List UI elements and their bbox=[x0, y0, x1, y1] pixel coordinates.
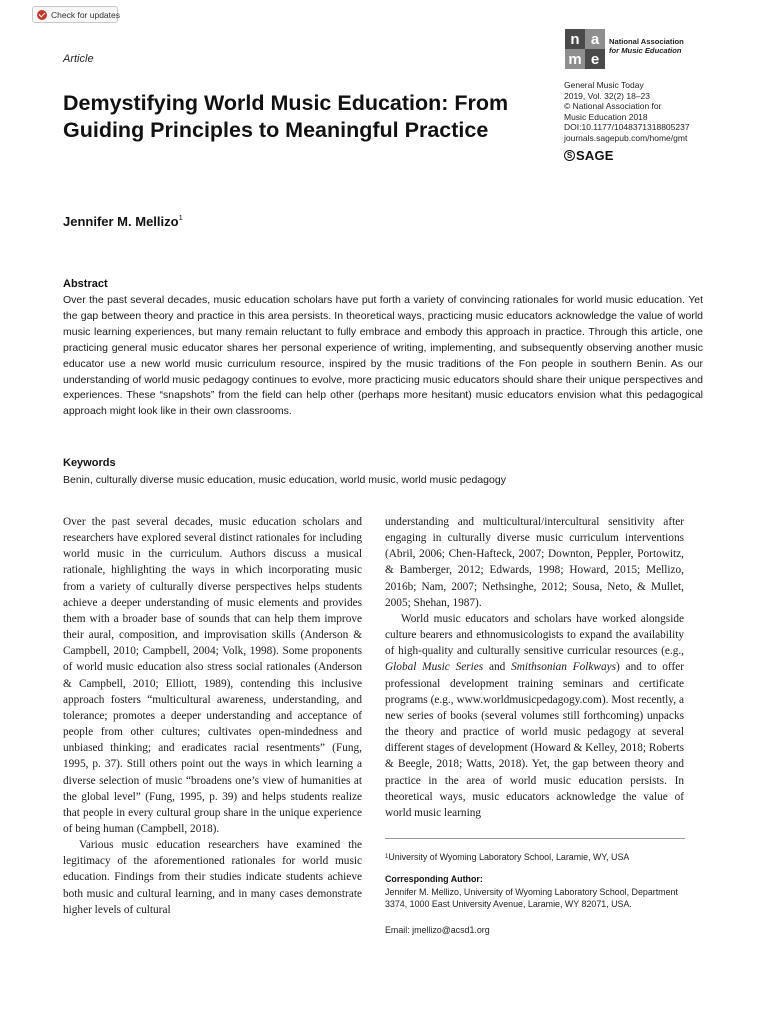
body-text: ) and to offer professional development training seminars and certificate programs (e.g., www.worldmusicpedagogy.com). Most recently, a new series of books (several volumes still forthcoming) unpacks the theory and practice of world music pedagogy at several different stages of development (Howard & Kelley, 2018; Roberts & Beegle, 2018; Watts, 2018). Yet, the gap between theory and practice in the area of world music education persists. In theoretical ways, music educators acknowledge the value of world music learning bbox=[385, 661, 685, 819]
journal-volume: 2019, Vol. 32(2) 18–23 bbox=[564, 90, 651, 101]
journal-url[interactable]: journals.sagepub.com/home/gmt bbox=[564, 132, 688, 143]
body-left-column bbox=[63, 514, 362, 918]
footnote-affiliation-text: University of Wyoming Laboratory School, Laramie, WY, USA bbox=[388, 852, 630, 862]
logo-org-line1: National Association bbox=[609, 37, 684, 46]
author bbox=[63, 214, 183, 229]
check-for-updates-label: Check for updates bbox=[51, 9, 120, 20]
sage-logo bbox=[564, 148, 614, 163]
keywords-heading: Keywords bbox=[63, 457, 116, 469]
check-for-updates-button[interactable] bbox=[32, 6, 118, 23]
body-paragraph: Over the past several decades, music education scholars and researchers have explored several distinct rationales for including world music in the curriculum. Authors discuss a musical rationale, highlighting the ways in which incorporating music from a variety of culturally diverse perspectives helps students achieve a deeper understanding of music elements and provides them with a broader base of sounds that can help them improve their aural, composition, and improvisation skills (Anderson & Campbell, 2010; Campbell, 2004; Volk, 1998). Some proponents of world music education also stress social rationales (Anderson & Campbell, 2010; Elliott, 1989), contending this inclusive approach fosters “multicultural awareness, understanding, and tolerance; promotes a deeper understanding and acceptance of people from other cultures; cultivates open-mindedness and unbiased thinking; and eradicates racial resentments” (Fung, 1995, p. 37). Still others point out the ways in which learning a diverse selection of music “broadens one’s view of humanities at the global level” (Fung, 1995, p. 39) and helps students realize that people in every cultural group share in the unique experience of being human (Campbell, 2018). bbox=[63, 516, 362, 835]
author-affiliation-marker: 1 bbox=[178, 213, 183, 222]
logo-letter-m: m bbox=[565, 49, 585, 69]
article-title: Demystifying World Music Education: From Guiding Principles to Meaningful Practice bbox=[63, 91, 509, 142]
article-type: Article bbox=[63, 53, 94, 65]
corresponding-author-text: Jennifer M. Mellizo, University of Wyoming Laboratory School, Department 3374, 1000 East University Avenue, Laramie, WY 82071, USA. bbox=[385, 887, 678, 910]
footnote-affiliation bbox=[385, 851, 690, 863]
journal-info bbox=[564, 80, 690, 144]
footnote-marker: 1 bbox=[385, 854, 389, 860]
nafme-logo bbox=[565, 29, 690, 71]
abstract-heading: Abstract bbox=[63, 278, 108, 290]
corresponding-author-heading: Corresponding Author: bbox=[385, 874, 483, 884]
journal-name: General Music Today bbox=[564, 80, 644, 90]
body-paragraph: Various music education researchers have examined the legitimacy of the aforementioned rationales for world music education. Findings from their studies indicate students achieve both music and cultural learning, and in many cases demonstrate higher levels of cultural bbox=[63, 839, 362, 916]
logo-letter-e: e bbox=[585, 49, 605, 69]
author-name: Jennifer M. Mellizo bbox=[63, 214, 179, 229]
footnote-divider bbox=[385, 838, 685, 839]
body-text-italic: Smithsonian Folkways bbox=[511, 661, 617, 674]
journal-doi[interactable]: DOI:10.1177/1048371318805237 bbox=[564, 122, 690, 133]
sage-mark-icon: S bbox=[564, 150, 575, 161]
logo-letter-n: n bbox=[565, 29, 585, 49]
body-paragraph bbox=[385, 611, 684, 821]
keywords-text: Benin, culturally diverse music education, music education, world music, world music pedagogy bbox=[63, 474, 506, 486]
check-circle-icon bbox=[37, 10, 47, 20]
sage-text: SAGE bbox=[576, 148, 614, 163]
body-text: World music educators and scholars have worked alongside culture bearers and ethnomusicologists to expand the availability of high-quality and culturally sensitive curricular resources (e.g., bbox=[385, 612, 684, 658]
logo-org-line2: for Music Education bbox=[609, 46, 682, 55]
body-text: and bbox=[483, 661, 512, 674]
logo-letter-a: a bbox=[585, 29, 605, 49]
journal-copyright-2: Music Education 2018 bbox=[564, 111, 648, 122]
body-text-italic: Global Music Series bbox=[385, 661, 484, 674]
abstract-text: Over the past several decades, music education scholars have put forth a variety of convincing rationales for world music education. Yet the gap between theory and practice in this area persists. In theoretical ways, practicing music educators acknowledge the value of world music learning experiences, but many remain reluctant to fully embrace and embody this approach in practice. Through this article, one practicing general music educator shares her personal experience of writing, implementing, and subsequently observing another music educator use a new world music curriculum resource, inspired by the music traditions of the Fon people in southern Benin. As our understanding of world music pedagogy continues to evolve, more practicing music educators should share their unique perspectives and experiences. These “snapshots” from the field can help other (perhaps more hesitant) music educators envision what this pedagogical approach might look like in their own classrooms. bbox=[63, 294, 703, 418]
body-right-column bbox=[385, 514, 684, 821]
journal-copyright-1: © National Association for bbox=[564, 101, 662, 112]
corresponding-author-email[interactable]: Email: jmellizo@acsd1.org bbox=[385, 925, 490, 935]
body-paragraph: understanding and multicultural/intercultural sensitivity after engaging in culturally diverse music curriculum interventions (Abril, 2006; Chen-Hafteck, 2007; Downton, Peppler, Portowitz, & Bamberger, 2012; Edwards, 1998; Howard, 2015; Mellizo, 2016b; Nam, 2007; Nethsinghe, 2012; Sousa, Neto, & Mullet, 2005; Shehan, 1987). bbox=[385, 516, 684, 609]
